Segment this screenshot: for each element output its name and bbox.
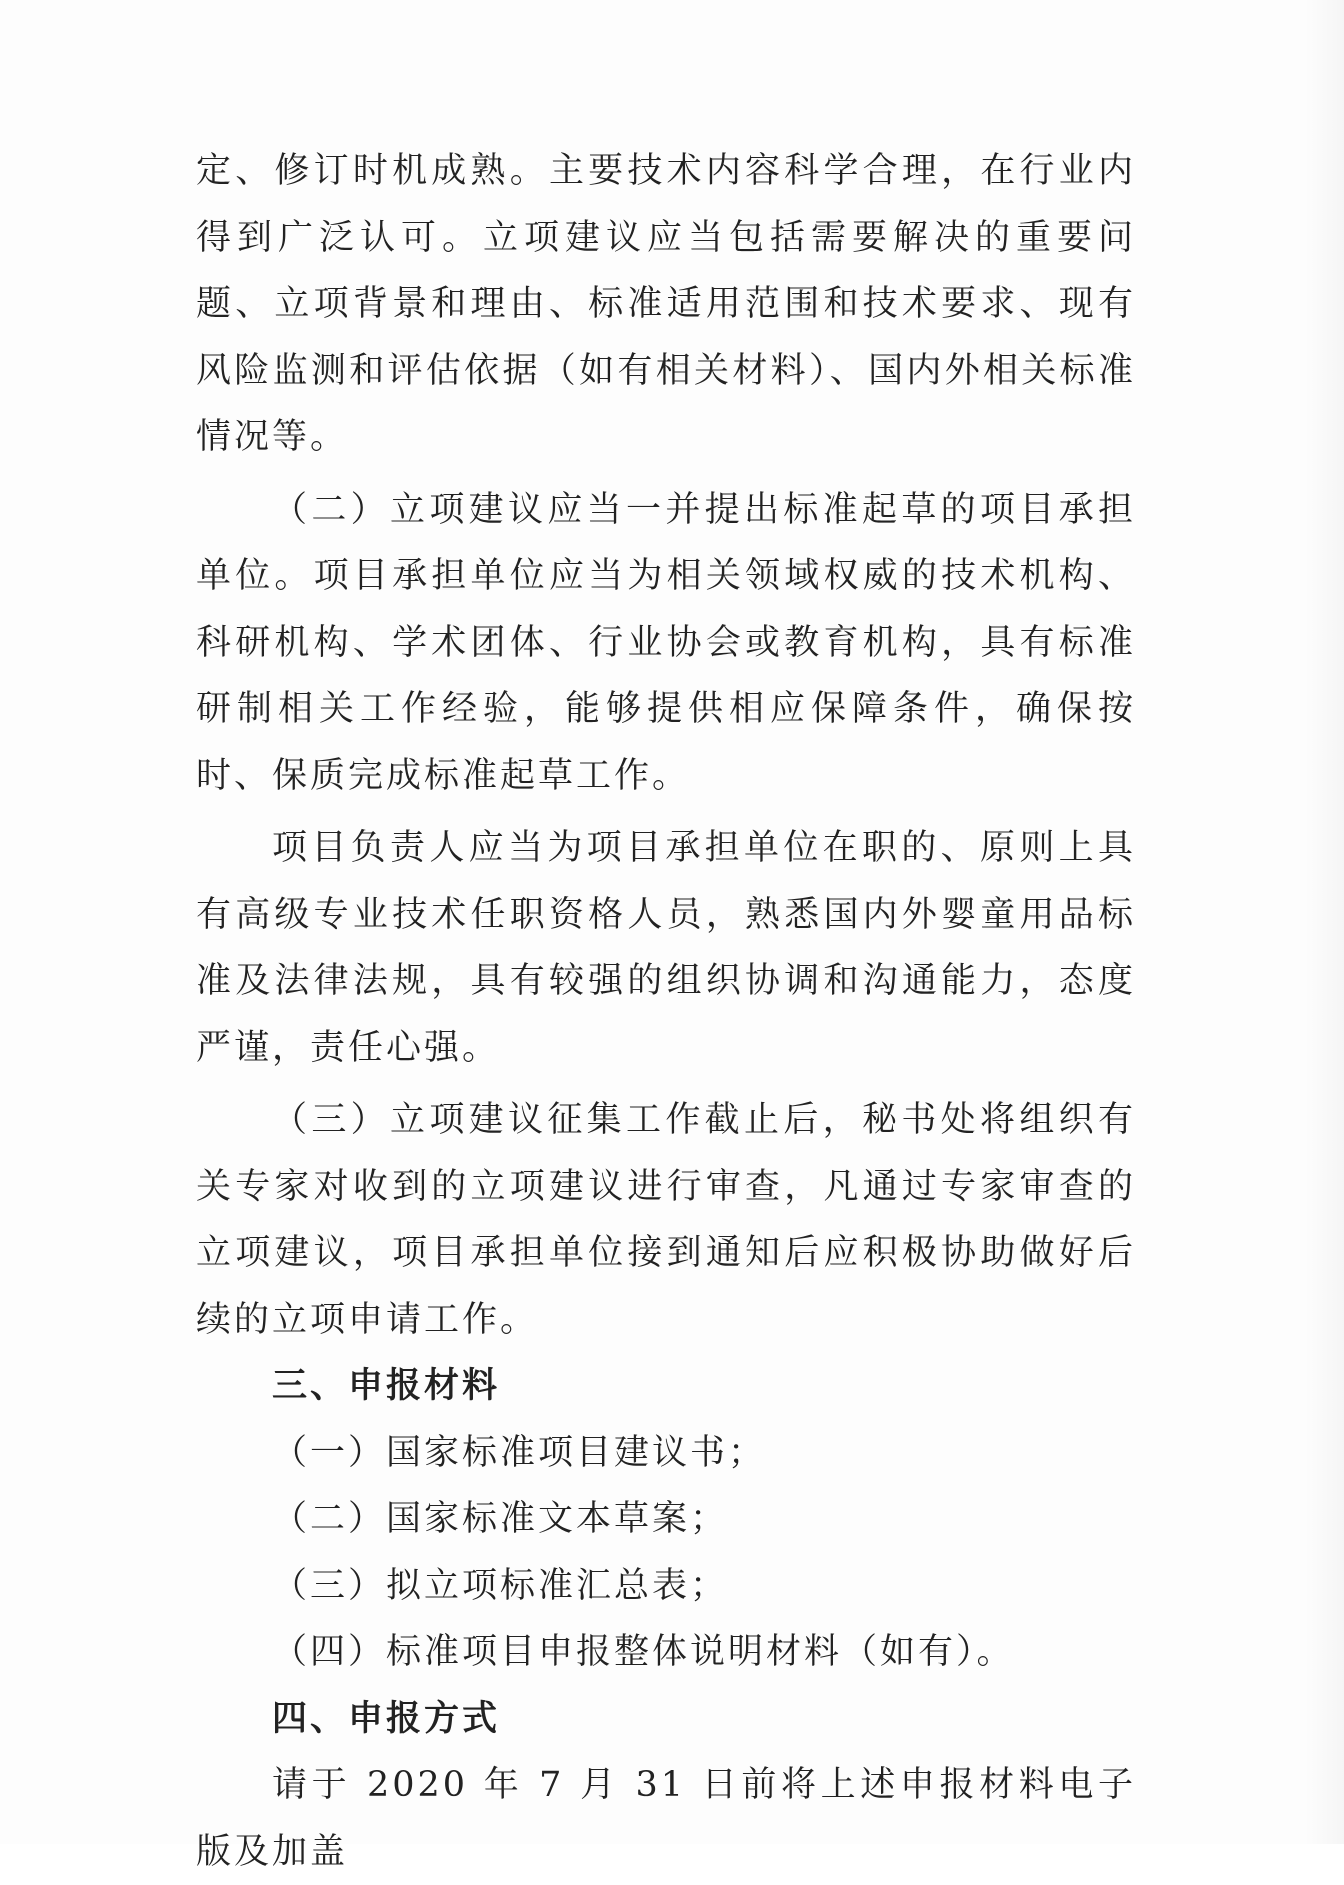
scan-edge-shadow [1304,0,1344,1844]
section-heading-materials: 三、申报材料 [272,1365,501,1406]
paragraph-continuation: 定、修订时机成熟。主要技术内容科学合理，在行业内得到广泛认可。立项建议应当包括需要解决的重要问题、立项背景和理由、标准适用范围和技术要求、现有风险监测和评估依据（如有相关材料）、国内外相关标准情况等。 [196,151,1136,457]
paragraph-project-leader: 项目负责人应当为项目承担单位在职的、原则上具有高级专业技术任职资格人员，熟悉国内外婴童用品标准及法律法规，具有较强的组织协调和沟通能力，态度严谨，责任心强。 [196,828,1136,1068]
material-item-4: （四）标准项目申报整体说明材料（如有）。 [272,1632,1015,1672]
material-item-3: （三）拟立项标准汇总表； [272,1565,729,1606]
paragraph-submission: 请于 2020 年 7 月 31 日前将上述申报材料电子版及加盖 [196,1765,1136,1872]
paragraph-item-two: （二）立项建议应当一并提出标准起草的项目承担单位。项目承担单位应当为相关领域权威的技术机构、科研机构、学术团体、行业协会或教育机构，具有标准研制相关工作经验，能够提供相应保障条件，确保按时、保质完成标准起草工作。 [196,489,1136,796]
document-body [196,138,1136,1885]
paragraph-item-three: （三）立项建议征集工作截止后，秘书处将组织有关专家对收到的立项建议进行审查，凡通过专家审查的立项建议，项目承担单位接到通知后应积极协助做好后续的立项申请工作。 [196,1100,1136,1340]
section-heading-method: 四、申报方式 [272,1697,501,1739]
material-item-1: （一）国家标准项目建议书； [272,1432,767,1473]
material-item-2: （二）国家标准文本草案； [272,1499,729,1539]
